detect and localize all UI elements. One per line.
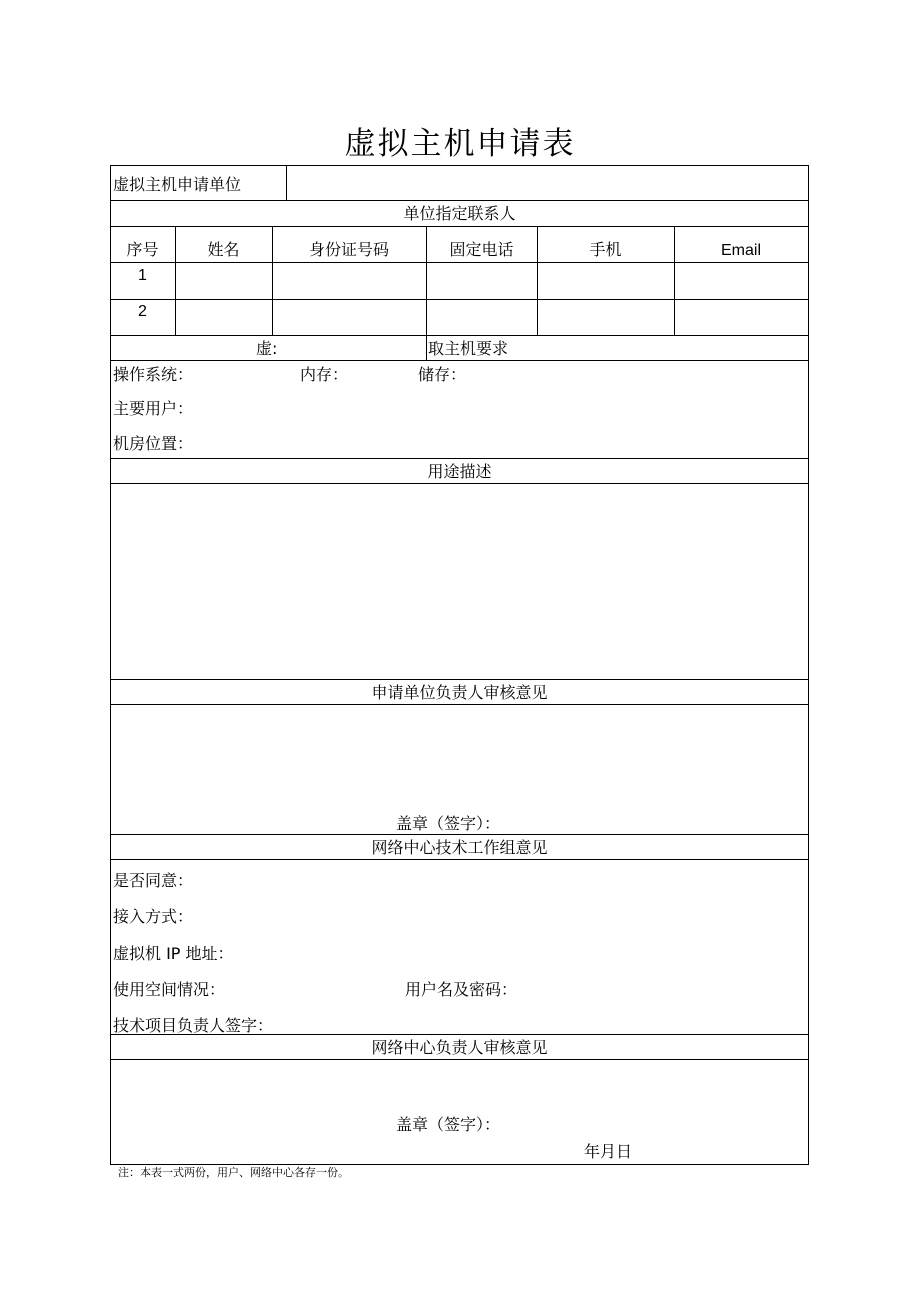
unit-review-field[interactable]: [112, 706, 806, 806]
seal-sign-label: 盖章（签字）：: [396, 814, 501, 833]
divider: [110, 859, 809, 860]
main-users-label: 主要用户：: [113, 399, 194, 418]
usage-label: 用途描述: [427, 462, 492, 481]
divider: [286, 165, 287, 201]
divider: [110, 834, 809, 835]
vm-ip-label: 虚拟机 IP 地址：: [113, 944, 234, 963]
contact-2-mobile-field[interactable]: [538, 300, 673, 334]
col-header-index: 序号: [126, 240, 159, 259]
unit-review-label: 申请单位负责人审核意见: [371, 683, 548, 702]
divider: [110, 360, 809, 361]
col-header-email: Email: [720, 242, 761, 259]
contact-2-email-field[interactable]: [675, 300, 807, 334]
divider: [110, 1034, 809, 1035]
center-review-field[interactable]: [112, 1061, 806, 1161]
contact-1-id-field[interactable]: [273, 263, 425, 298]
footnote: 注：本表一式两份，用户、网络中心各存一份。: [118, 1166, 349, 1179]
divider: [110, 200, 809, 201]
usage-description-field[interactable]: [112, 485, 806, 677]
location-label: 机房位置：: [113, 434, 194, 453]
storage-label: 储存：: [418, 365, 467, 384]
divider: [110, 704, 809, 705]
credentials-label: 用户名及密码：: [405, 980, 518, 999]
applicant-unit-field[interactable]: [288, 167, 806, 199]
os-label: 操作系统：: [113, 365, 194, 384]
contact-2-landline-field[interactable]: [427, 300, 536, 334]
seal-sign-label-2: 盖章（签字）：: [396, 1115, 501, 1134]
col-header-id-number: 身份证号码: [308, 240, 389, 259]
tech-sign-label: 技术项目负责人签字：: [113, 1016, 274, 1035]
table-border-right: [808, 165, 809, 1165]
table-row-index: 2: [138, 303, 147, 320]
page-title: 虚拟主机申请表: [344, 126, 576, 162]
divider: [110, 458, 809, 459]
contact-1-email-field[interactable]: [675, 263, 807, 298]
applicant-unit-label: 虚拟主机申请单位: [113, 175, 242, 194]
col-header-name: 姓名: [207, 240, 240, 259]
contact-1-landline-field[interactable]: [427, 263, 536, 298]
tech-group-label: 网络中心技术工作组意见: [371, 838, 548, 857]
divider: [110, 335, 809, 336]
contact-2-name-field[interactable]: [176, 300, 271, 334]
space-usage-label: 使用空间情况：: [113, 980, 226, 999]
contact-2-id-field[interactable]: [273, 300, 425, 334]
center-review-label: 网络中心负责人审核意见: [371, 1038, 548, 1057]
col-header-landline: 固定电话: [449, 240, 514, 259]
table-border-bottom: [110, 1164, 809, 1165]
col-header-mobile: 手机: [589, 240, 622, 259]
requirements-header-right: 取主机要求: [428, 339, 509, 358]
contact-1-name-field[interactable]: [176, 263, 271, 298]
divider: [426, 335, 427, 360]
access-method-label: 接入方式：: [113, 907, 194, 926]
date-label: 年月日: [584, 1142, 633, 1161]
divider: [110, 483, 809, 484]
divider: [110, 679, 809, 680]
agree-label: 是否同意：: [113, 871, 194, 890]
table-row-index: 1: [138, 267, 147, 284]
contact-1-mobile-field[interactable]: [538, 263, 673, 298]
memory-label: 内存：: [300, 365, 349, 384]
requirements-header-left: 虚:: [256, 339, 278, 358]
divider: [110, 1059, 809, 1060]
contact-section-label: 单位指定联系人: [403, 204, 516, 223]
table-border-top: [110, 165, 809, 166]
divider: [110, 226, 809, 227]
